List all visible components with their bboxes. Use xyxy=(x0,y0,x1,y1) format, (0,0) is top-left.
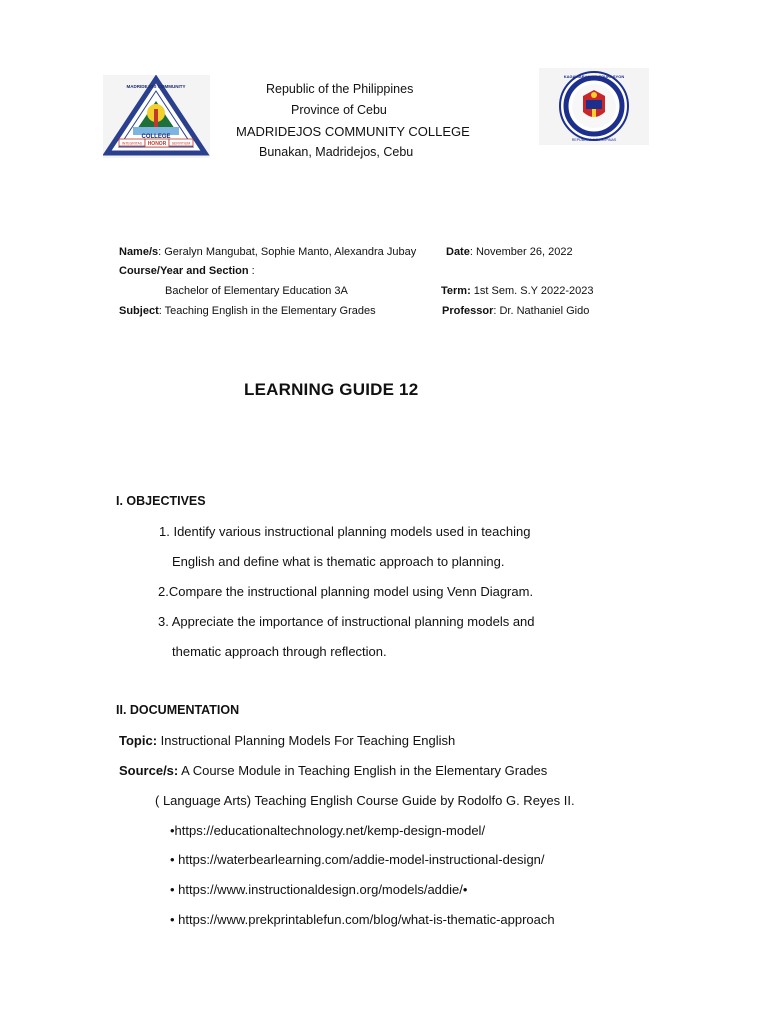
course-label: Course/Year and Section xyxy=(119,265,249,277)
page-title: LEARNING GUIDE 12 xyxy=(244,380,419,399)
source-link[interactable]: •https://educationaltechnology.net/kemp-design-model/ xyxy=(170,823,486,838)
course-row xyxy=(119,265,255,277)
source-label: Source/s: xyxy=(119,763,179,778)
names-value: : Geralyn Mangubat, Sophie Manto, Alexandra Jubay xyxy=(158,246,417,258)
topic-label: Topic: xyxy=(119,733,158,748)
svg-text:SERVITIUM: SERVITIUM xyxy=(171,141,191,146)
svg-text:HONOR: HONOR xyxy=(147,141,167,147)
objective-item: English and define what is thematic approach to planning. xyxy=(172,554,505,569)
topic-row xyxy=(119,733,455,748)
names-row xyxy=(119,246,416,258)
professor-label: Professor xyxy=(442,305,494,317)
svg-text:INTEGRITAS: INTEGRITAS xyxy=(121,141,143,146)
source-link[interactable]: • https://www.prekprintablefun.com/blog/what-is-thematic-approach xyxy=(170,912,555,927)
objectives-heading: I. OBJECTIVES xyxy=(116,494,206,508)
documentation-heading: II. DOCUMENTATION xyxy=(116,703,240,717)
professor-value: : Dr. Nathaniel Gido xyxy=(493,305,590,317)
source-value: A Course Module in Teaching English in the Elementary Grades xyxy=(178,763,548,778)
svg-text:KAGAWARAN NG EDUKASYON: KAGAWARAN NG EDUKASYON xyxy=(563,74,625,79)
header-republic: Republic of the Philippines xyxy=(266,82,414,96)
course-sep: : xyxy=(248,265,255,277)
term-value: 1st Sem. S.Y 2022-2023 xyxy=(470,285,594,297)
date-label: Date xyxy=(446,246,470,258)
names-label: Name/s xyxy=(119,246,159,258)
deped-seal-icon xyxy=(539,68,649,145)
svg-text:MADRIDEJOS COMMUNITY: MADRIDEJOS COMMUNITY xyxy=(126,84,186,89)
source-row xyxy=(119,763,547,778)
objective-item: 2.Compare the instructional planning model using Venn Diagram. xyxy=(158,584,534,599)
header-address: Bunakan, Madridejos, Cebu xyxy=(259,145,414,159)
svg-text:COLLEGE: COLLEGE xyxy=(141,134,171,140)
subject-label: Subject xyxy=(119,305,159,317)
header-college: MADRIDEJOS COMMUNITY COLLEGE xyxy=(236,124,470,139)
objective-item: thematic approach through reflection. xyxy=(172,644,387,659)
course-value: Bachelor of Elementary Education 3A xyxy=(165,285,348,297)
source-link[interactable]: • https://www.instructionaldesign.org/models/addie/• xyxy=(170,882,468,897)
professor-row xyxy=(442,305,589,317)
deped-logo xyxy=(539,68,649,145)
objective-item: 3. Appreciate the importance of instructional planning models and xyxy=(158,614,535,629)
term-label: Term: xyxy=(441,285,471,297)
date-row xyxy=(446,246,573,258)
source-link[interactable]: • https://waterbearlearning.com/addie-model-instructional-design/ xyxy=(170,852,545,867)
term-row xyxy=(441,285,593,297)
subject-value: : Teaching English in the Elementary Grades xyxy=(158,305,376,317)
college-seal-icon xyxy=(103,75,210,158)
date-value: : November 26, 2022 xyxy=(469,246,573,258)
header-province: Province of Cebu xyxy=(291,103,387,117)
svg-text:REPUBLIKA NG PILIPINAS: REPUBLIKA NG PILIPINAS xyxy=(571,138,617,142)
college-logo xyxy=(103,75,210,158)
objective-item: 1. Identify various instructional planning models used in teaching xyxy=(159,524,531,539)
topic-value: Instructional Planning Models For Teaching English xyxy=(157,733,456,748)
source-continuation: ( Language Arts) Teaching English Course Guide by Rodolfo G. Reyes II. xyxy=(155,793,575,808)
subject-row xyxy=(119,305,376,317)
